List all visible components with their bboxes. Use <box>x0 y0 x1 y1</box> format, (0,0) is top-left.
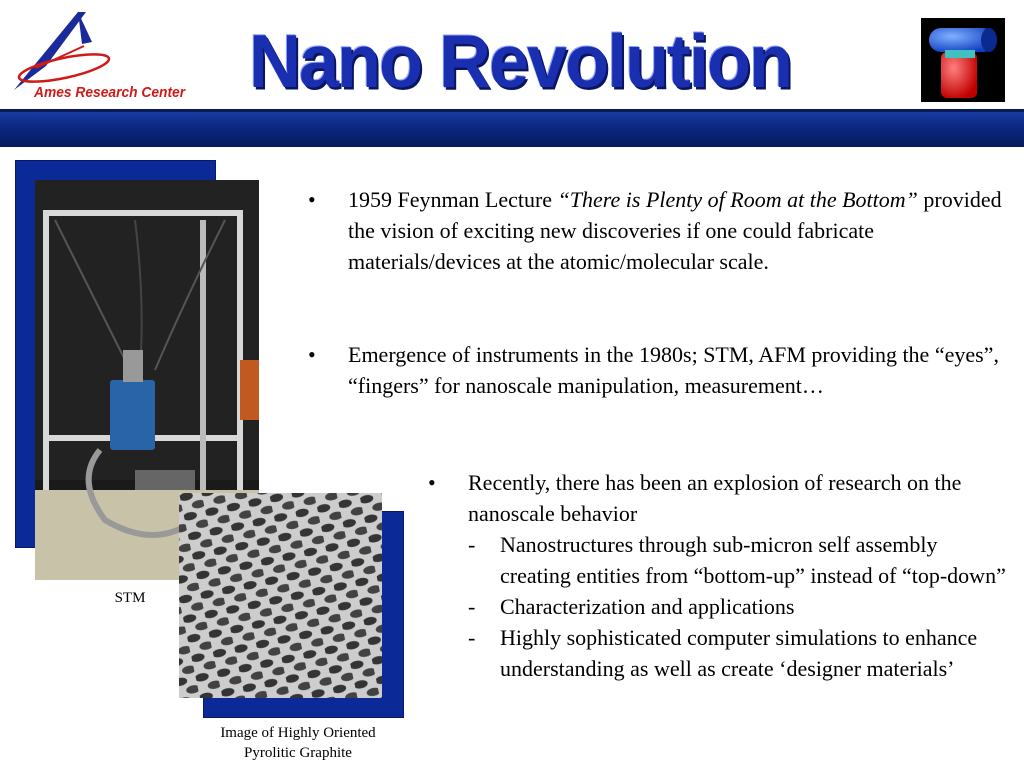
bullet-research: • Recently, there has been an explosion of research on the nanoscale behavior - Nanostructures through sub-micron self assembly creating entities from “bottom-up” instead of “top-down” - Characterization and applications - Highly sophisticated computer simulations to enhance understanding as well as create ‘designer materials’ <box>428 467 1008 684</box>
header-bar <box>0 109 1024 147</box>
bullet-instruments: • Emergence of instruments in the 1980s; STM, AFM providing the “eyes”, “fingers” for nanoscale manipulation, measurement… <box>308 339 1008 401</box>
bullet-feynman: • 1959 Feynman Lecture “There is Plenty of Room at the Bottom” provided the vision of exciting new discoveries if one could fabricate materials/devices at the atomic/molecular scale. <box>308 184 1008 277</box>
sub-bullet: - Characterization and applications <box>468 594 795 619</box>
nanotube-image <box>921 18 1005 102</box>
bullet-marker: • <box>428 470 436 495</box>
sub-bullet: - Nanostructures through sub-micron self assembly creating entities from “bottom-up” instead of “top-down” <box>468 532 1006 588</box>
stm-caption: STM <box>114 590 146 606</box>
logo-text: Ames Research Center <box>34 84 186 101</box>
sub-bullet: - Highly sophisticated computer simulations to enhance understanding as well as create ‘designer materials’ <box>468 625 978 681</box>
ames-logo <box>6 6 196 106</box>
bullet-marker: • <box>308 342 316 367</box>
graphite-caption: Image of Highly Oriented Pyrolitic Graphite <box>220 725 376 761</box>
page-title: Nano Revolution <box>249 20 791 105</box>
header-rule <box>0 109 1024 112</box>
graphite-image <box>179 493 382 698</box>
bullet-marker: • <box>308 187 316 212</box>
